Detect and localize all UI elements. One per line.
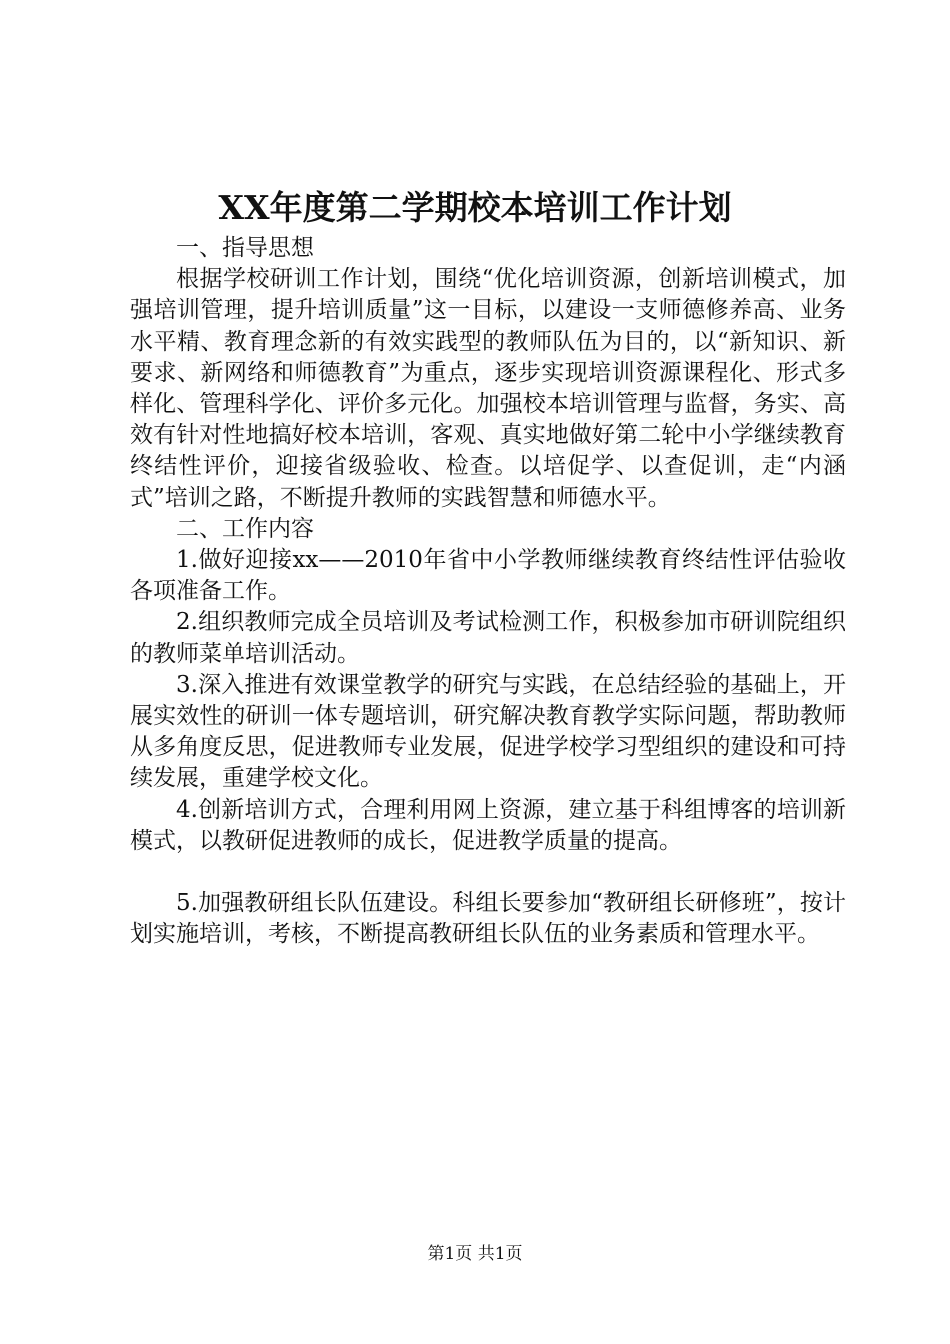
page-number: 第1页 共1页 <box>427 1244 523 1264</box>
paragraph-gap <box>130 857 846 888</box>
section-heading-guiding-thought: 一、指导思想 <box>176 235 314 261</box>
document-title: XX年度第二学期校本培训工作计划 <box>218 188 732 227</box>
paragraph-guiding-thought: 根据学校研训工作计划，围绕“优化培训资源，创新培训模式，加强培训管理，提升培训质量”这一目标，以建设一支师德修养高、业务水平精、教育理念新的有效实践型的教师队伍为目的，以“新知识、新要求、新网络和师德教育”为重点，逐步实现培训资源课程化、形式多样化、管理科学化、评价多元化。加强校本培训管理与监督，务实、高效有针对性地搞好校本培训，客观、真实地做好第二轮中小学继续教育终结性评价，迎接省级验收、检查。以培促学、以查促训，走“内涵式”培训之路，不断提升教师的实践智慧和师德水平。 <box>130 266 846 511</box>
document-body <box>130 233 846 950</box>
section-heading-work-content: 二、工作内容 <box>176 515 314 542</box>
list-item-2: 2.组织教师完成全员培训及考试检测工作，积极参加市研训院组织的教师菜单培训活动。 <box>130 609 846 667</box>
list-item-3: 3.深入推进有效课堂教学的研究与实践，在总结经验的基础上，开展实效性的研训一体专题培训，研究解决教育教学实际问题，帮助教师从多角度反思，促进教师专业发展，促进学校学习型组织的建设和可持续发展，重建学校文化。 <box>130 671 846 792</box>
list-item-1: 1.做好迎接xx——2010年省中小学教师继续教育终结性评估验收各项准备工作。 <box>130 547 846 605</box>
list-item-4: 4.创新培训方式，合理利用网上资源，建立基于科组博客的培训新模式，以教研促进教师的成长，促进教学质量的提高。 <box>130 796 846 854</box>
list-item-5: 5.加强教研组长队伍建设。科组长要参加“教研组长研修班”，按计划实施培训，考核，不断提高教研组长队伍的业务素质和管理水平。 <box>130 890 846 948</box>
